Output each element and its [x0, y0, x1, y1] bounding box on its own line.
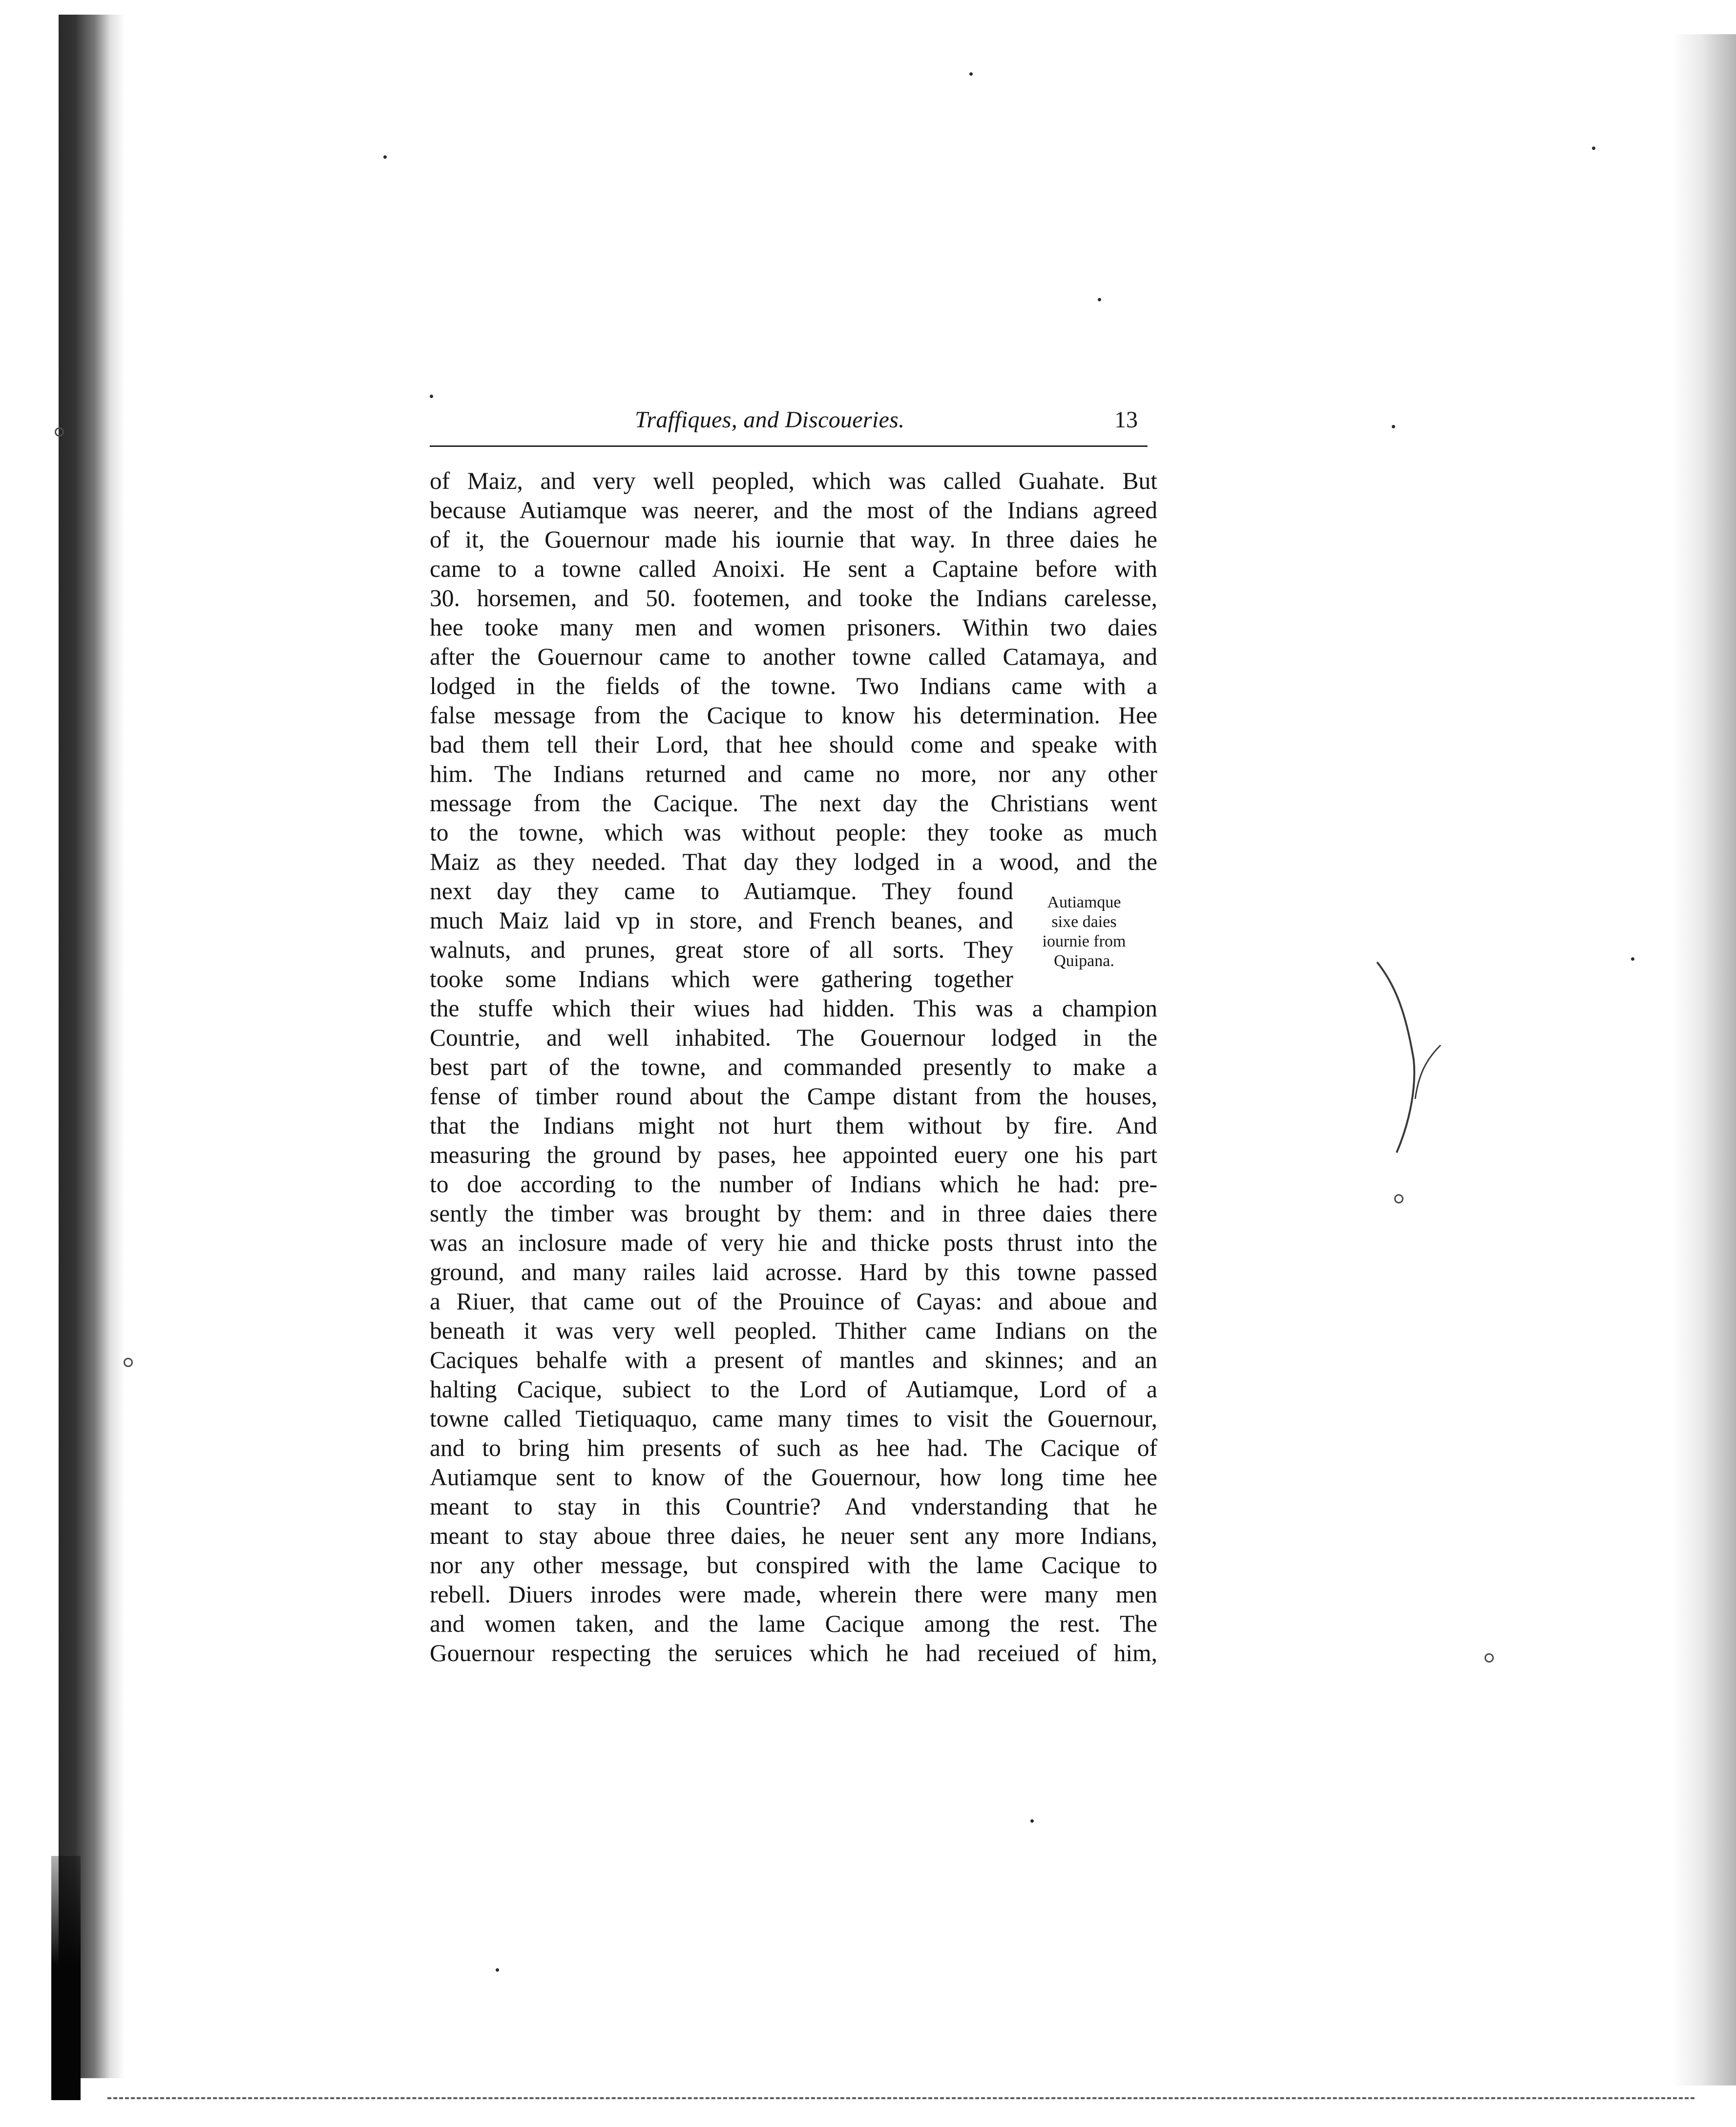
- scan-shadow-left: [59, 15, 125, 2078]
- text-line: halting Cacique, subiect to the Lord of Autiamque, Lord of a: [430, 1376, 1157, 1403]
- text-line: sently the timber was brought by them: and in three daies there: [430, 1200, 1157, 1227]
- text-line: nor any other message, but conspired with the lame Cacique to: [430, 1552, 1157, 1579]
- text-line: Gouernour respecting the seruices which he had receiued of him,: [430, 1640, 1157, 1666]
- text-line: beneath it was very well peopled. Thither came Indians on the: [430, 1317, 1157, 1344]
- text-line: rebell. Diuers inrodes were made, wherein there were many men: [430, 1581, 1157, 1608]
- scan-speck: [1098, 298, 1101, 301]
- text-line: Countrie, and well inhabited. The Gouernour lodged in the: [430, 1024, 1157, 1051]
- text-line: after the Gouernour came to another towne called Catamaya, and: [430, 643, 1157, 670]
- running-title: Traffiques, and Discoueries.: [635, 407, 905, 433]
- text-line: best part of the towne, and commanded presently to make a: [430, 1053, 1157, 1080]
- text-line: meant to stay in this Countrie? And vnderstanding that he: [430, 1493, 1157, 1520]
- page-number: 13: [1114, 407, 1138, 433]
- scan-speck: [1030, 1819, 1034, 1823]
- text-line: of it, the Gouernour made his iournie that way. In three daies he: [430, 526, 1157, 553]
- header-rule: [430, 445, 1148, 447]
- text-line: and women taken, and the lame Cacique among the rest. The: [430, 1610, 1157, 1637]
- scan-ring-mark: [1394, 1194, 1403, 1203]
- page-header: [430, 400, 1148, 447]
- text-line: to doe according to the number of Indians which he had: pre-: [430, 1171, 1157, 1198]
- text-line: meant to stay aboue three daies, he neuer sent any more Indians,: [430, 1522, 1157, 1549]
- text-line: towne called Tietiquaquo, came many times to visit the Gouernour,: [430, 1405, 1157, 1432]
- text-line: bad them tell their Lord, that hee should come and speake with: [430, 731, 1157, 758]
- text-line: false message from the Cacique to know his determination. Hee: [430, 702, 1157, 729]
- text-line: ground, and many railes laid acrosse. Hard by this towne passed: [430, 1259, 1157, 1285]
- text-line: fense of timber round about the Campe distant from the houses,: [430, 1083, 1157, 1110]
- text-line: him. The Indians returned and came no more, nor any other: [430, 760, 1157, 787]
- text-line: Autiamque sent to know of the Gouernour, how long time hee: [430, 1464, 1157, 1491]
- text-line: was an inclosure made of very hie and thicke posts thrust into the: [430, 1229, 1157, 1256]
- pencil-mark: [1367, 957, 1450, 1162]
- scan-speck: [1392, 425, 1395, 428]
- text-line: walnuts, and prunes, great store of all sorts. They: [430, 936, 1013, 963]
- text-line: much Maiz laid vp in store, and French beanes, and: [430, 907, 1013, 934]
- margin-note-line: sixe daies: [1051, 913, 1117, 931]
- text-line: of Maiz, and very well peopled, which was called Guahate. But: [430, 467, 1157, 494]
- scan-speck: [969, 72, 973, 76]
- text-line: that the Indians might not hurt them without by fire. And: [430, 1112, 1157, 1139]
- text-line: tooke some Indians which were gathering together: [430, 966, 1013, 992]
- scan-shadow-right: [1673, 34, 1736, 2085]
- text-line: to the towne, which was without people: they tooke as much: [430, 819, 1157, 846]
- text-line: Maiz as they needed. That day they lodged in a wood, and the: [430, 848, 1157, 875]
- text-line: the stuffe which their wiues had hidden. This was a champion: [430, 995, 1157, 1022]
- scan-speck: [383, 155, 387, 159]
- margin-note-line: Autiamque: [1047, 893, 1121, 911]
- margin-note: [1011, 893, 1157, 971]
- scan-ring-mark: [1485, 1653, 1494, 1663]
- text-line: lodged in the fields of the towne. Two Indians came with a: [430, 673, 1157, 699]
- scan-edge-bottom: [107, 2097, 1694, 2105]
- scan-ring-mark: [124, 1358, 133, 1367]
- text-line: because Autiamque was neerer, and the most of the Indians agreed: [430, 497, 1157, 524]
- scan-ring-mark: [55, 427, 64, 437]
- scan-speck: [1592, 147, 1595, 150]
- scan-speck: [496, 1968, 499, 1972]
- text-line: message from the Cacique. The next day the Christians went: [430, 790, 1157, 817]
- margin-note-line: Quipana.: [1054, 952, 1114, 970]
- text-line: came to a towne called Anoixi. He sent a Captaine before with: [430, 555, 1157, 582]
- text-line: measuring the ground by pases, hee appointed euery one his part: [430, 1141, 1157, 1168]
- scan-speck: [430, 395, 433, 398]
- text-line: hee tooke many men and women prisoners. Within two daies: [430, 614, 1157, 641]
- text-line: and to bring him presents of such as hee had. The Cacique of: [430, 1434, 1157, 1461]
- scan-speck: [1631, 957, 1634, 961]
- text-line: 30. horsemen, and 50. footemen, and tooke the Indians carelesse,: [430, 585, 1157, 611]
- text-line: next day they came to Autiamque. They found: [430, 878, 1013, 905]
- scan-shadow-left-lower: [51, 1856, 81, 2100]
- body-text: [430, 466, 1157, 1668]
- text-line: Caciques behalfe with a present of mantles and skinnes; and an: [430, 1347, 1157, 1373]
- margin-note-line: iournie from: [1042, 932, 1126, 950]
- text-line: a Riuer, that came out of the Prouince of Cayas: and aboue and: [430, 1288, 1157, 1315]
